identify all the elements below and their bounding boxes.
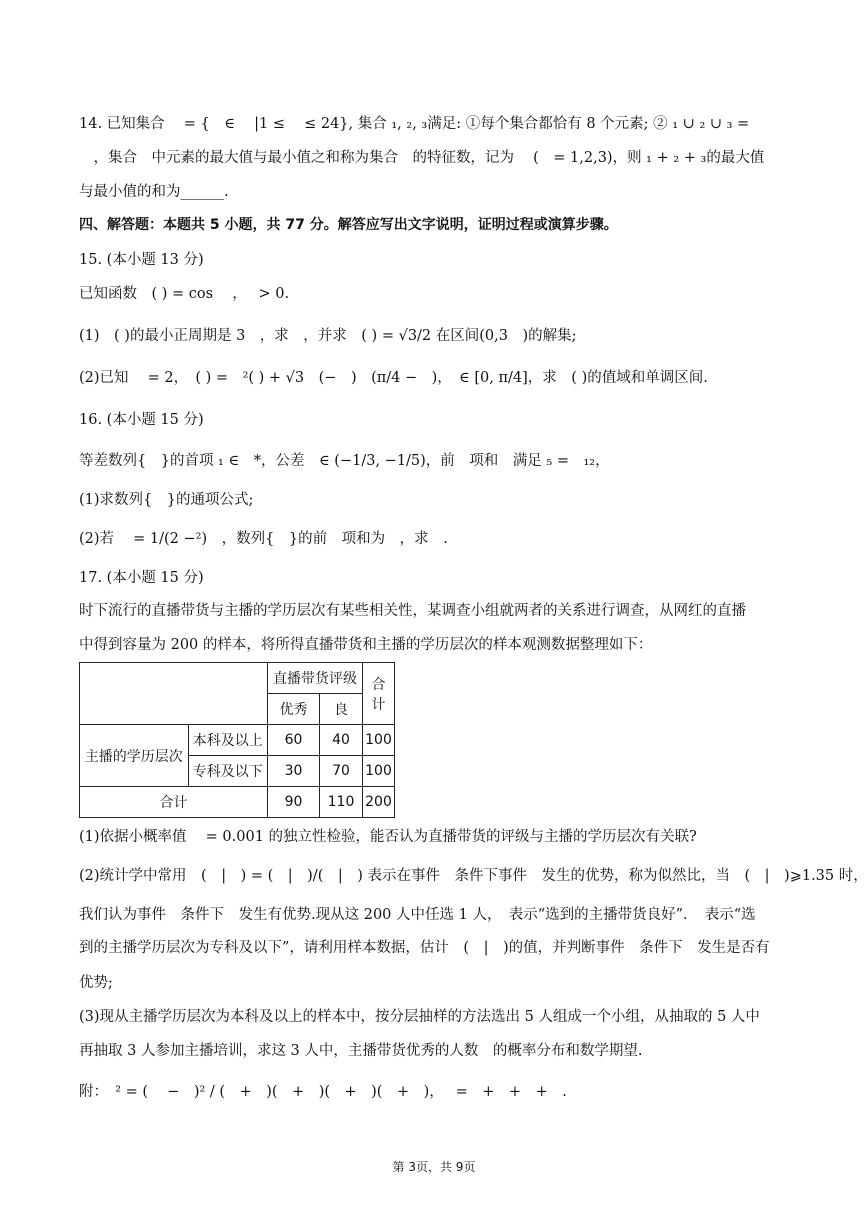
table-header-excellent: 优秀 [268, 694, 320, 725]
q15-header: 15. (本小题 13 分) [79, 252, 204, 268]
table-cell: 200 [363, 787, 395, 818]
table-cell: 100 [363, 725, 395, 756]
table-cell: 40 [320, 725, 363, 756]
table-row-group: 主播的学历层次 [80, 725, 189, 787]
q17-intro-1: 时下流行的直播带货与主播的学历层次有某些相关性，某调查小组就两者的关系进行调查，从网红的直播 [79, 603, 746, 619]
table-cell: 90 [268, 787, 320, 818]
q15-part1: (1) ( )的最小正周期是 3 ，求 ，并求 ( ) = √3/2 在区间(0,3 )的解集; [79, 328, 577, 344]
q17-part1: (1)依据小概率值 = 0.001 的独立性检验，能否认为直播带货的评级与主播的学历层次有关联? [79, 829, 697, 845]
page-footer: 第 3页，共 9页 [392, 1160, 476, 1174]
q17-part2-d: 优势; [79, 975, 113, 991]
table-corner [80, 663, 268, 725]
observation-table [79, 662, 395, 818]
q14-line3: 与最小值的和为______. [79, 184, 229, 200]
q16-stem: 等差数列{ }的首项 ₁ ∈ *，公差 ∈ (−1/3, −1/5)，前 项和 满足 ₅ = ₁₂， [79, 453, 610, 469]
table-header-good: 良 [320, 694, 363, 725]
q14-line2: ，集合 中元素的最大值与最小值之和称为集合 的特征数，记为 ( = 1,2,3)，则 ₁ + ₂ + ₃的最大值 [79, 150, 765, 166]
table-cell: 60 [268, 725, 320, 756]
table-header-total: 合计 [363, 663, 395, 725]
table-cell: 110 [320, 787, 363, 818]
q15-stem: 已知函数 ( ) = cos ， > 0. [79, 286, 290, 302]
table-row2-label: 专科及以下 [188, 756, 267, 787]
q17-part2-c: 到的主播学历层次为专科及以下”，请利用样本数据，估计 ( | )的值，并判断事件 条件下 发生是否有 [79, 940, 770, 956]
q16-header: 16. (本小题 15 分) [79, 412, 204, 428]
table-header-group: 直播带货评级 [268, 663, 363, 694]
q17-intro-2: 中得到容量为 200 的样本，将所得直播带货和主播的学历层次的样本观测数据整理如下： [79, 637, 653, 653]
q17-part2-b: 我们认为事件 条件下 发生有优势.现从这 200 人中任选 1 人， 表示“选到的主播带货良好”． 表示“选 [79, 907, 756, 923]
table-row1-label: 本科及以上 [188, 725, 267, 756]
section-heading: 四、解答题：本题共 5 小题，共 77 分。解答应写出文字说明，证明过程或演算步骤。 [79, 217, 618, 233]
table-cell: 70 [320, 756, 363, 787]
q15-part2: (2)已知 = 2， ( ) = ²( ) + √3 (− ) (π/4 − )， ∈ [0, π/4]，求 ( )的值域和单调区间. [79, 370, 708, 386]
q16-part2: (2)若 = 1/(2 −²) ，数列{ }的前 项和为 ，求 . [79, 531, 448, 547]
q17-part3-a: (3)现从主播学历层次为本科及以上的样本中，按分层抽样的方法选出 5 人组成一个小组，从抽取的 5 人中 [79, 1009, 760, 1025]
q17-part2-a: (2)统计学中常用 ( | ) = ( | )/( | ) 表示在事件 条件下事件 发生的优势，称为似然比，当 ( | )⩾1.35 时， [79, 868, 868, 884]
q17-part3-b: 再抽取 3 人参加主播培训，求这 3 人中，主播带货优秀的人数 的概率分布和数学期望. [79, 1043, 643, 1059]
table-cell: 30 [268, 756, 320, 787]
table-cell: 100 [363, 756, 395, 787]
q17-header: 17. (本小题 15 分) [79, 570, 204, 586]
table-total-label: 合计 [80, 787, 268, 818]
q17-appendix: 附： ² = ( − )² / ( + )( + )( + )( + )， = + + + . [79, 1084, 567, 1100]
q14-line1: 14. 已知集合 = { ∈ |1 ≤ ≤ 24}, 集合 ₁, ₂, ₃满足: ①每个集合都恰有 8 个元素; ② ₁ ∪ ₂ ∪ ₃ = [79, 116, 750, 132]
q16-part1: (1)求数列{ }的通项公式; [79, 492, 254, 508]
